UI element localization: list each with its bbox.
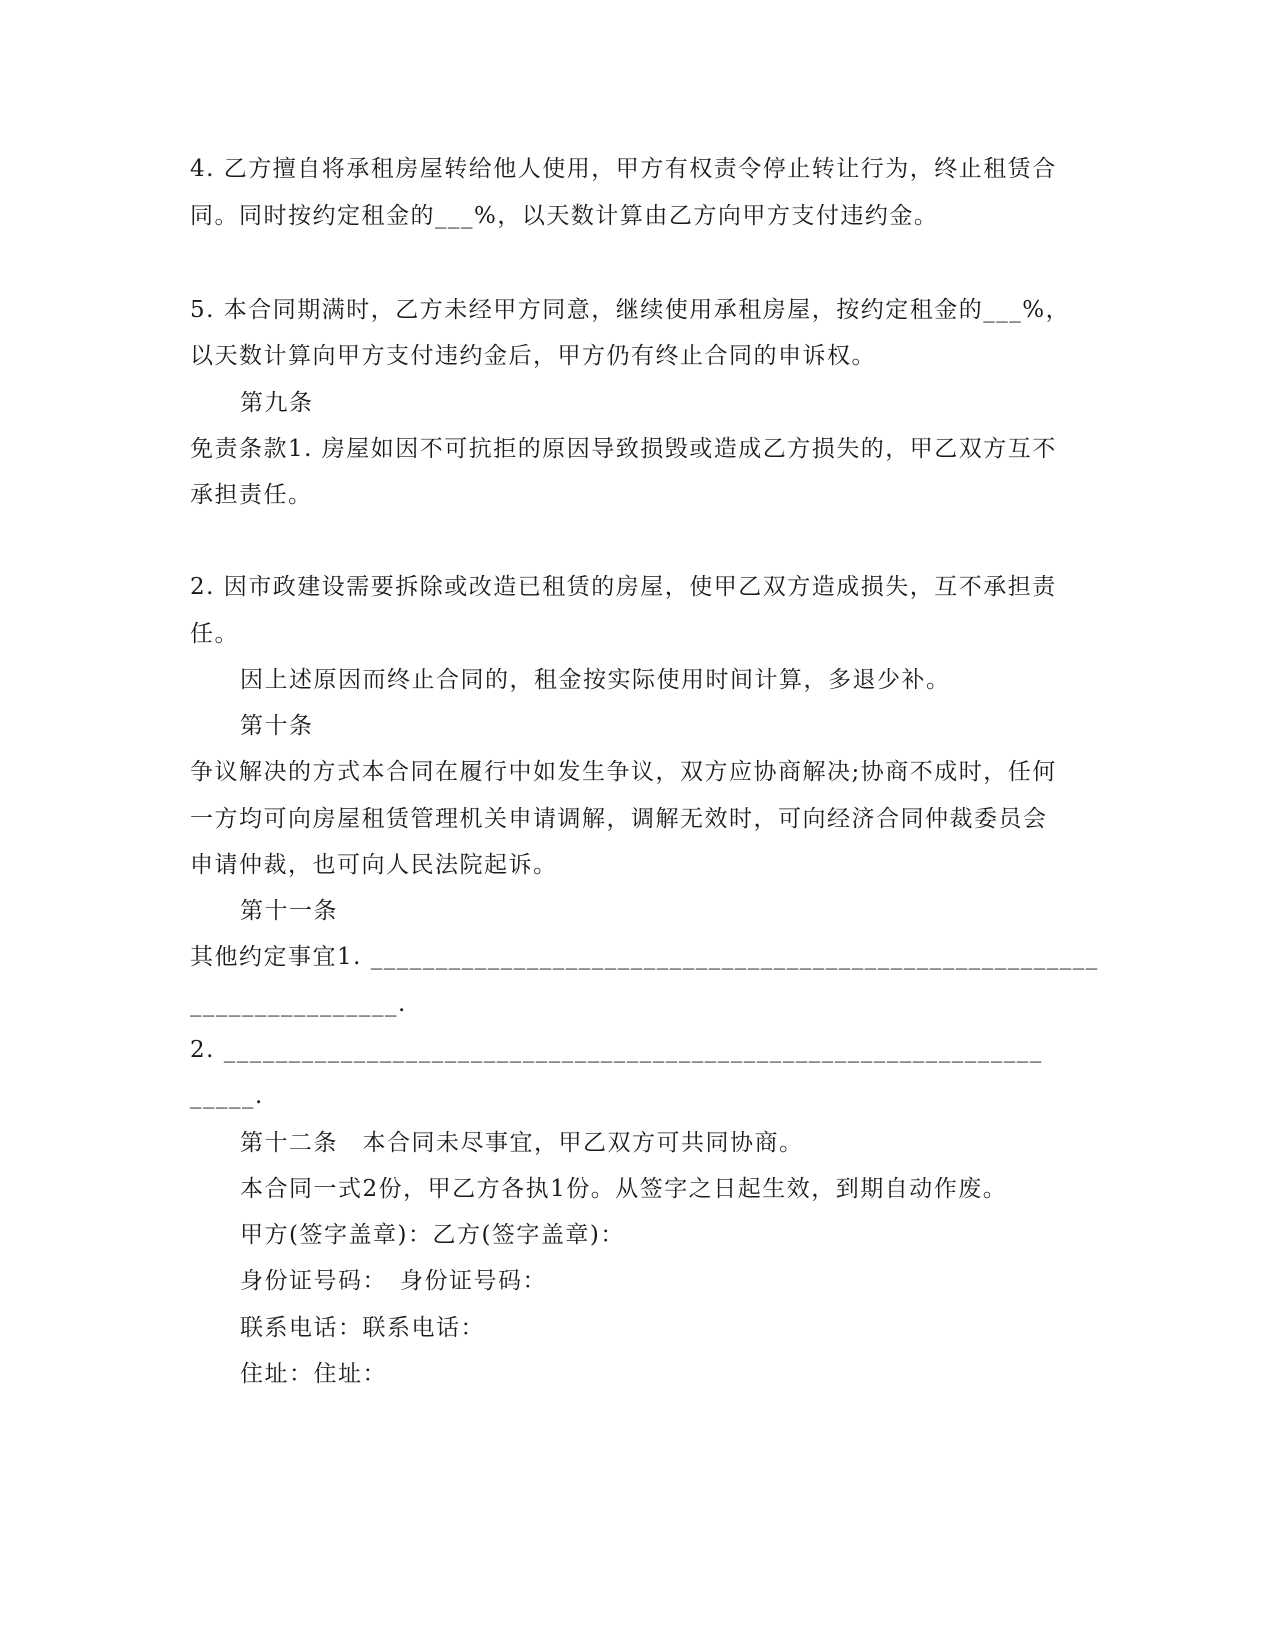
clause-8-item-4-line-1: 4. 乙方擅自将承租房屋转给他人使用，甲方有权责令停止转让行为，终止租赁合 <box>190 156 1057 182</box>
clause-9-item-2-line-1: 2. 因市政建设需要拆除或改造已租赁的房屋，使甲乙双方造成损失，互不承担责 <box>190 574 1057 600</box>
clause-11-item-1-line-2: ________________. <box>190 991 407 1017</box>
article-11-heading: 第十一条 <box>240 898 338 924</box>
clause-9-item-1-line-1: 免责条款1. 房屋如因不可抗拒的原因导致损毁或造成乙方损失的，甲乙双方互不 <box>190 436 1057 462</box>
article-10-heading: 第十条 <box>240 713 314 739</box>
clause-8-item-4-line-2: 同。同时按约定租金的___%，以天数计算由乙方向甲方支付违约金。 <box>190 203 939 229</box>
clause-10-line-2: 一方均可向房屋租赁管理机关申请调解，调解无效时，可向经济合同仲裁委员会 <box>190 806 1048 832</box>
article-12: 第十二条 本合同未尽事宜，甲乙双方可共同协商。 <box>240 1130 804 1156</box>
clause-10-line-1: 争议解决的方式本合同在履行中如发生争议，双方应协商解决;协商不成时，任何 <box>190 759 1057 785</box>
clause-11-item-1-line-1: 其他约定事宜1. ________________________________________________________ <box>190 944 1099 970</box>
clause-9-item-1-line-2: 承担责任。 <box>190 482 313 508</box>
article-9-heading: 第九条 <box>240 390 314 416</box>
address-line: 住址：住址： <box>240 1361 387 1387</box>
clause-8-item-5-line-2: 以天数计算向甲方支付违约金后，甲方仍有终止合同的申诉权。 <box>190 343 876 369</box>
clause-8-item-5-line-1: 5. 本合同期满时，乙方未经甲方同意，继续使用承租房屋，按约定租金的___%， <box>190 297 1071 323</box>
phone-line: 联系电话：联系电话： <box>240 1315 485 1341</box>
clause-11-item-2-line-2: _____. <box>190 1083 264 1109</box>
clause-9-item-2-line-2: 任。 <box>190 621 239 647</box>
clause-10-line-3: 申请仲裁，也可向人民法院起诉。 <box>190 852 558 878</box>
id-number-line: 身份证号码： 身份证号码： <box>240 1268 547 1294</box>
contract-copies-note: 本合同一式2份，甲乙方各执1份。从签字之日起生效，到期自动作废。 <box>240 1176 1008 1202</box>
clause-11-item-2-line-1: 2. _______________________________________________________________ <box>190 1037 1043 1063</box>
clause-9-rent-note: 因上述原因而终止合同的，租金按实际使用时间计算，多退少补。 <box>240 667 951 693</box>
signature-line: 甲方(签字盖章)：乙方(签字盖章)： <box>240 1222 625 1248</box>
